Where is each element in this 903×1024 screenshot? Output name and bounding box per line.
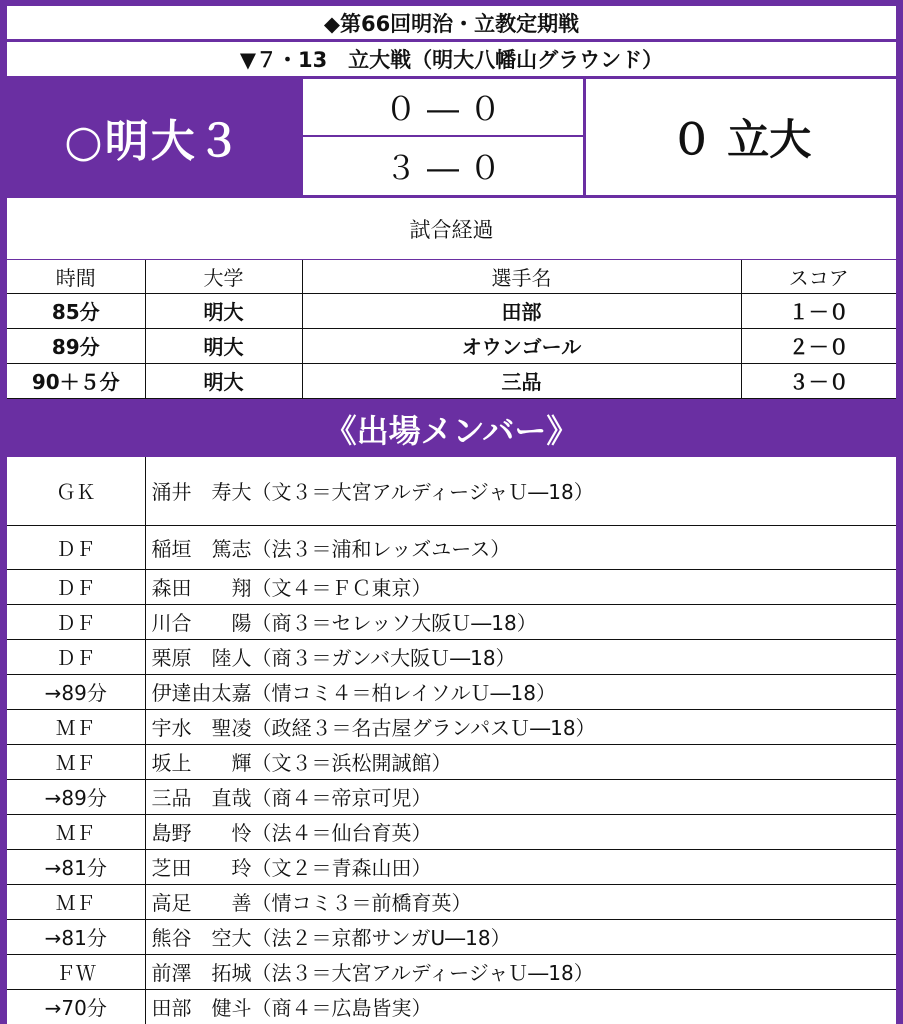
goal-score: ３－０: [741, 363, 896, 398]
members-table: [7, 457, 896, 1024]
member-row: [7, 457, 896, 525]
first-half-score: ０ ― ０: [303, 79, 583, 135]
goal-player: 三品: [302, 363, 741, 398]
match-progress-label: 試合経過: [7, 198, 896, 259]
member-name: 伊達由太嘉（情コミ４＝柏レイソルＵ―18）: [145, 674, 896, 709]
member-row: [7, 569, 896, 604]
goal-university: 明大: [145, 293, 302, 328]
goals-header-score: スコア: [741, 260, 896, 293]
member-position: →81分: [7, 919, 145, 954]
member-name: 熊谷 空大（法２＝京都サンガU―18）: [145, 919, 896, 954]
member-name: 前澤 拓城（法３＝大宮アルディージャＵ―18）: [145, 954, 896, 989]
member-position: ＧＫ: [7, 457, 145, 525]
goal-row: [7, 293, 896, 328]
goal-row: [7, 328, 896, 363]
match-title: ◆第66回明治・立教定期戦: [7, 6, 896, 39]
member-name: 稲垣 篤志（法３＝浦和レッズユース）: [145, 525, 896, 569]
member-row: [7, 709, 896, 744]
member-row: [7, 919, 896, 954]
member-position: →81分: [7, 849, 145, 884]
goal-row: [7, 363, 896, 398]
member-position: →89分: [7, 674, 145, 709]
member-row: [7, 525, 896, 569]
member-row: [7, 989, 896, 1024]
member-position: ＤＦ: [7, 639, 145, 674]
report-panel: [7, 6, 896, 1021]
member-name: 島野 怜（法４＝仙台育英）: [145, 814, 896, 849]
member-row: [7, 849, 896, 884]
member-position: ＤＦ: [7, 525, 145, 569]
member-row: [7, 779, 896, 814]
goal-player: オウンゴール: [302, 328, 741, 363]
half-scores: [303, 79, 583, 195]
member-name: 宇水 聖凌（政経３＝名古屋グランパスＵ―18）: [145, 709, 896, 744]
member-name: 涌井 寿大（文３＝大宮アルディージャＵ―18）: [145, 457, 896, 525]
member-name: 三品 直哉（商４＝帝京可児）: [145, 779, 896, 814]
member-position: →70分: [7, 989, 145, 1024]
member-name: 坂上 輝（文３＝浜松開誠館）: [145, 744, 896, 779]
member-position: ＤＦ: [7, 604, 145, 639]
members-title: 《出場メンバー》: [324, 412, 579, 450]
goal-time: 89分: [7, 328, 145, 363]
member-position: ＭＦ: [7, 709, 145, 744]
member-position: ＭＦ: [7, 744, 145, 779]
goal-university: 明大: [145, 328, 302, 363]
match-subtitle: ▼７・13 立大戦（明大八幡山グラウンド）: [7, 42, 896, 76]
home-team-score: ○明大３: [7, 79, 300, 195]
member-name: 高足 善（情コミ３＝前橋育英）: [145, 884, 896, 919]
goals-table: [7, 260, 896, 399]
member-row: [7, 604, 896, 639]
member-position: ＤＦ: [7, 569, 145, 604]
goals-header-university: 大学: [145, 260, 302, 293]
member-name: 栗原 陸人（商３＝ガンバ大阪Ｕ―18）: [145, 639, 896, 674]
member-position: ＭＦ: [7, 814, 145, 849]
goal-time: 90＋５分: [7, 363, 145, 398]
goals-header-time: 時間: [7, 260, 145, 293]
goals-header-row: [7, 260, 896, 293]
member-position: →89分: [7, 779, 145, 814]
member-name: 川合 陽（商３＝セレッソ大阪Ｕ―18）: [145, 604, 896, 639]
member-name: 芝田 玲（文２＝青森山田）: [145, 849, 896, 884]
member-row: [7, 884, 896, 919]
member-name: 森田 翔（文４＝ＦＣ東京）: [145, 569, 896, 604]
member-row: [7, 639, 896, 674]
goal-score: ２－０: [741, 328, 896, 363]
member-row: [7, 814, 896, 849]
goal-score: １－０: [741, 293, 896, 328]
away-team-score: ０ 立大: [586, 79, 896, 195]
member-row: [7, 744, 896, 779]
goals-header-player: 選手名: [302, 260, 741, 293]
member-position: ＭＦ: [7, 884, 145, 919]
member-name: 田部 健斗（商４＝広島皆実）: [145, 989, 896, 1024]
member-row: [7, 954, 896, 989]
goal-university: 明大: [145, 363, 302, 398]
second-half-score: ３ ― ０: [303, 137, 583, 195]
member-position: ＦＷ: [7, 954, 145, 989]
goal-time: 85分: [7, 293, 145, 328]
member-row: [7, 674, 896, 709]
goal-player: 田部: [302, 293, 741, 328]
